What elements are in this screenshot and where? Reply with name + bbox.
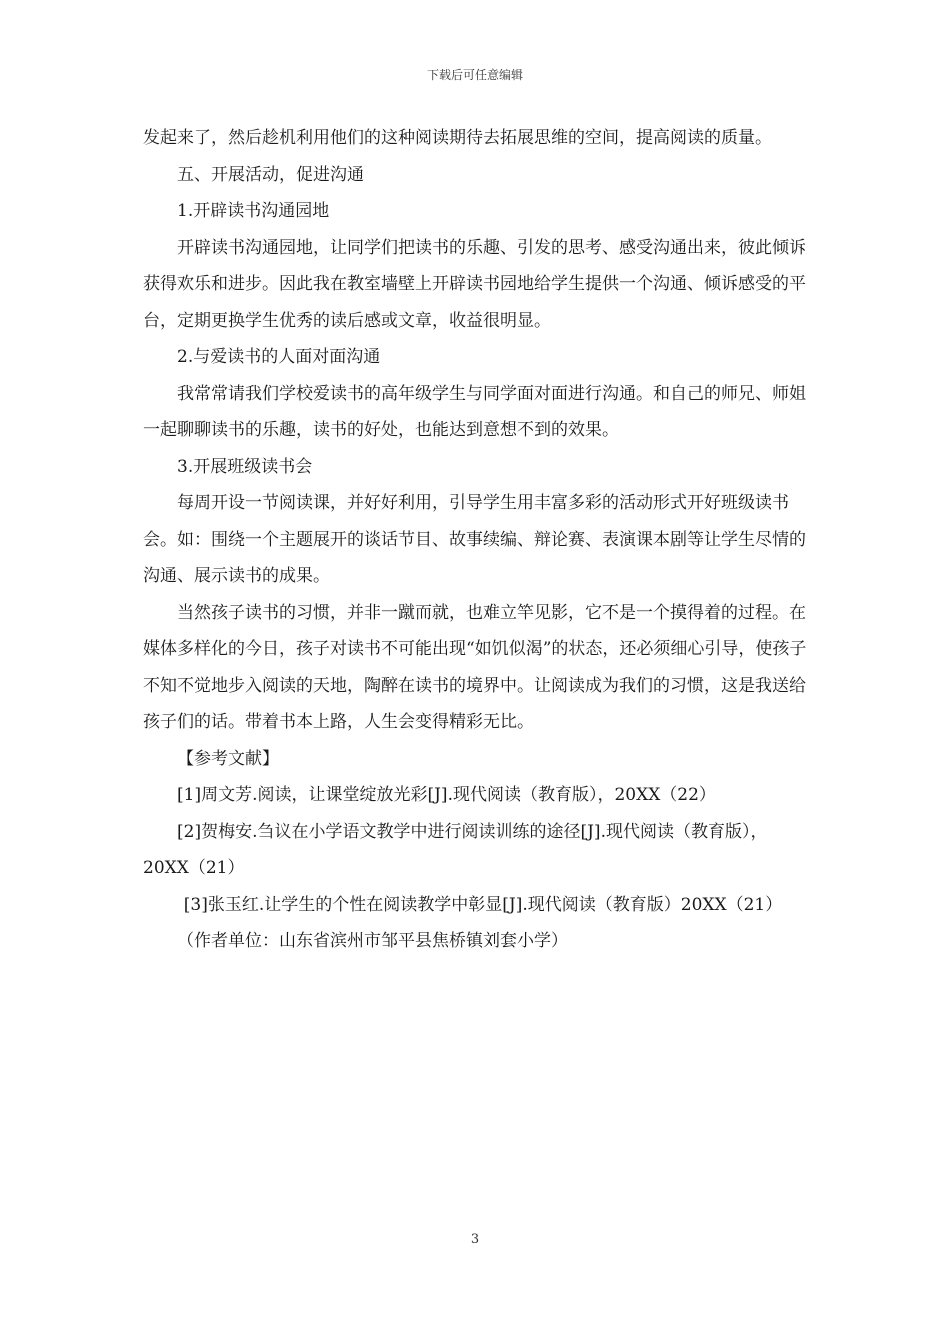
reference-item-2: [2]贺梅安.刍议在小学语文教学中进行阅读训练的途径[J].现代阅读（教育版），20XX（21） [143,821,768,878]
paragraph-conclusion: 当然孩子读书的习惯，并非一蹴而就，也难立竿见影，它不是一个摸得着的过程。在媒体多样化的今日，孩子对读书不可能出现“如饥似渴”的状态，还必须细心引导，使孩子不知不觉地步入阅读的天地，陶醉在读书的境界中。让阅读成为我们的习惯，这是我送给孩子们的话。带着书本上路，人生会变得精彩无比。 [143,602,807,732]
subheading-1: 1.开辟读书沟通园地 [177,201,330,221]
subheading-3: 3.开展班级读书会 [177,456,313,477]
section-heading: 五、开展活动，促进沟通 [177,164,364,185]
paragraph-continuation: 发起来了，然后趁机利用他们的这种阅读期待去拓展思维的空间，提高阅读的质量。 [143,128,772,148]
references-heading: 【参考文献】 [177,748,279,769]
document-body [143,120,809,960]
paragraph-face-to-face: 我常常请我们学校爱读书的高年级学生与同学面对面进行沟通。和自己的师兄、师姐一起聊聊读书的乐趣，读书的好处，也能达到意想不到的效果。 [143,383,806,440]
subheading-2: 2.与爱读书的人面对面沟通 [177,347,381,367]
author-affiliation: （作者单位：山东省滨州市邹平县焦桥镇刘套小学） [177,931,568,951]
paragraph-reading-area: 开辟读书沟通园地，让同学们把读书的乐趣、引发的思考、感受沟通出来，彼此倾诉获得欢乐和进步。因此我在教室墙壁上开辟读书园地给学生提供一个沟通、倾诉感受的平台，定期更换学生优秀的读后感或文章，收益很明显。 [143,237,806,331]
page-header: 下载后可任意编辑 [426,68,523,82]
page-number: 3 [470,1232,480,1247]
reference-item-1: [1]周文芳.阅读，让课堂绽放光彩[J].现代阅读（教育版），20XX（22） [177,785,716,805]
paragraph-reading-club: 每周开设一节阅读课，并好好利用，引导学生用丰富多彩的活动形式开好班级读书会。如：围绕一个主题展开的谈话节目、故事续编、辩论赛、表演课本剧等让学生尽情的沟通、展示读书的成果。 [143,493,806,586]
reference-item-3: [3]张玉红.让学生的个性在阅读教学中彰显[J].现代阅读（教育版）20XX（21） [183,894,783,915]
